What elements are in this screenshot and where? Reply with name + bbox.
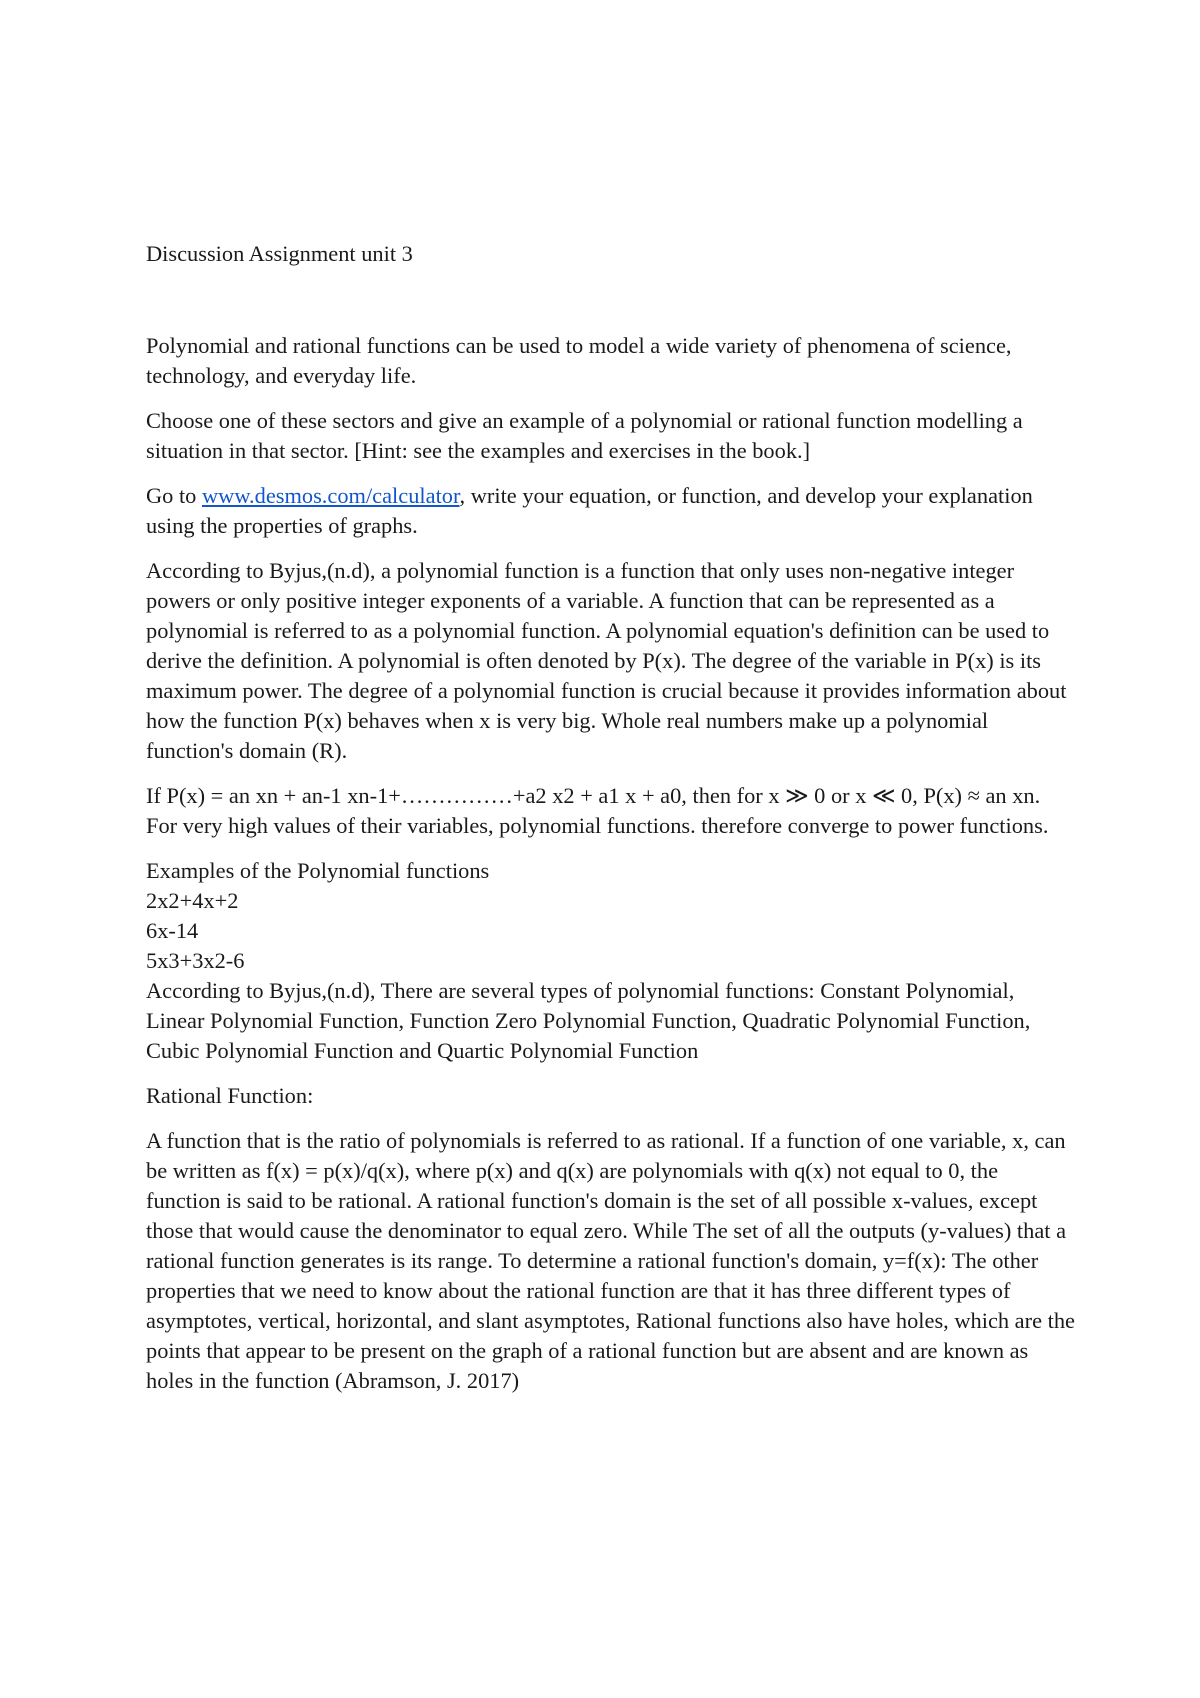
goto-paragraph: [146, 481, 1076, 541]
examples-heading: Examples of the Polynomial functions: [146, 858, 490, 883]
rational-definition-paragraph: A function that is the ratio of polynomials is referred to as rational. If a function of one variable, x, can be written as f(x) = p(x)/q(x), where p(x) and q(x) are polynomials with q(x) not equal to 0, the function is said to be rational. A rational function's domain is the set of all possible x-values, except those that would cause the denominator to equal zero. While The set of all the outputs (y-values) that a rational function generates is its range. To determine a rational function's domain, y=f(x): The other properties that we need to know about the rational function are that it has three different types of asymptotes, vertical, horizontal, and slant asymptotes, Rational functions also have holes, which are the points that appear to be present on the graph of a rational function but are absent and are known as holes in the function (Abramson, J. 2017): [146, 1128, 1075, 1393]
prompt-paragraph: Choose one of these sectors and give an example of a polynomial or rational function modelling a situation in that sector. [Hint: see the examples and exercises in the book.]: [146, 408, 1023, 463]
polynomial-definition-paragraph: According to Byjus,(n.d), a polynomial function is a function that only uses non-negative integer powers or only positive integer exponents of a variable. A function that can be represented as a polynomial is referred to as a polynomial function. A polynomial equation's definition can be used to derive the definition. A polynomial is often denoted by P(x). The degree of the variable in P(x) is its maximum power. The degree of a polynomial function is crucial because it provides information about how the function P(x) behaves when x is very big. Whole real numbers make up a polynomial function's domain (R).: [146, 558, 1067, 763]
polynomial-types-paragraph: According to Byjus,(n.d), There are several types of polynomial functions: Constant Polynomial, Linear Polynomial Function, Function Zero Polynomial Function, Quadratic Polynomial Function, Cubic Polynomial Function and Quartic Polynomial Function: [146, 978, 1031, 1063]
example-item: 5x3+3x2-6: [146, 948, 245, 973]
examples-block: [146, 856, 1076, 1066]
desmos-link[interactable]: www.desmos.com/calculator: [201, 483, 460, 508]
goto-prefix: Go to: [146, 483, 202, 508]
power-behavior-paragraph: If P(x) = an xn + an-1 xn-1+……………+a2 x2 + a1 x + a0, then for x ≫ 0 or x ≪ 0, P(x) ≈ an xn. For very high values of their variables, polynomial functions. therefore converge to power functions.: [146, 783, 1049, 838]
example-item: 6x-14: [146, 918, 199, 943]
example-item: 2x2+4x+2: [146, 888, 239, 913]
document-body: [146, 239, 1076, 1411]
goto-suffix: , write your equation, or function, and develop your explanation using the properties of graphs.: [146, 483, 1033, 538]
document-title: Discussion Assignment unit 3: [146, 241, 413, 266]
rational-heading: Rational Function:: [146, 1083, 314, 1108]
intro-paragraph: Polynomial and rational functions can be used to model a wide variety of phenomena of science, technology, and everyday life.: [146, 333, 1012, 388]
